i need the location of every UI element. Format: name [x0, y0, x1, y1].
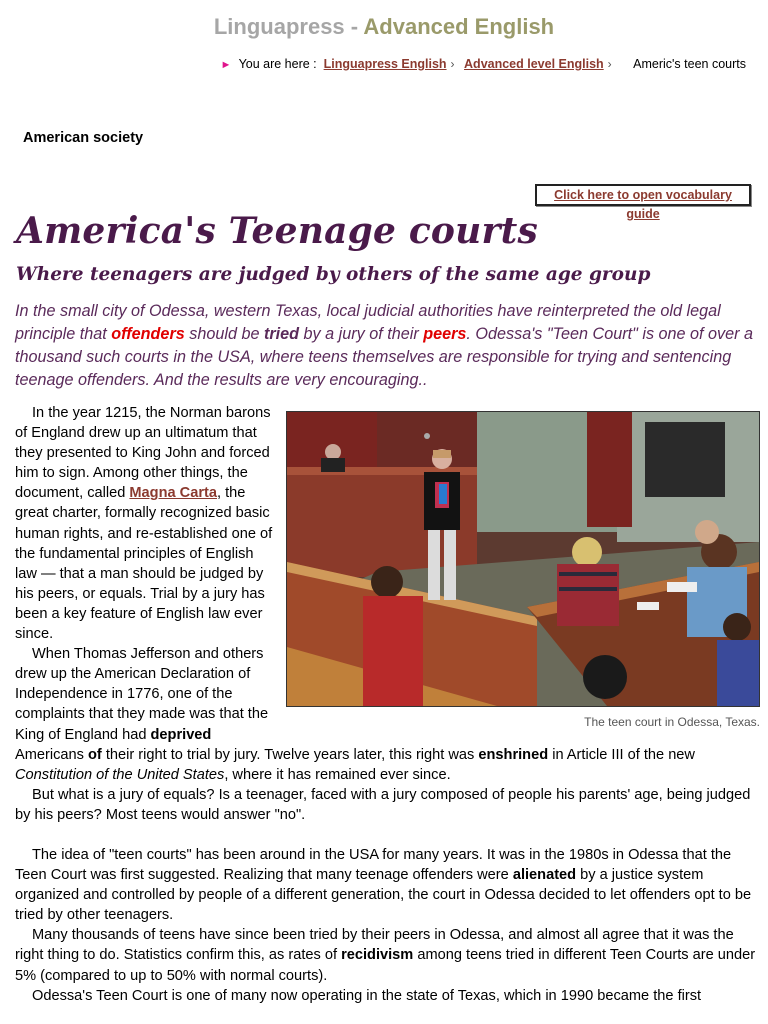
site-title-section: Advanced English — [363, 14, 555, 39]
breadcrumb — [220, 57, 746, 71]
article-subheadline: Where teenagers are judged by others of the same age group — [16, 264, 651, 285]
article-paragraph: Many thousands of teens have since been tried by their peers in Odessa, and almost all agree that it was the right thing to do. Statistics confirm this, as rates of recidivism among teens tried in different Teen Courts are under 5% (compared to up to 50% with normal courts). — [15, 927, 756, 984]
article-figure — [286, 411, 760, 732]
paragraph-gap — [15, 825, 760, 845]
constitution-title: Constitution of the United States — [15, 766, 225, 783]
breadcrumb-separator: › — [607, 57, 612, 71]
vocab-word-enshrined: enshrined — [478, 746, 549, 763]
keyword-peers: peers — [423, 325, 467, 343]
vocab-word-deprived: deprived — [150, 726, 212, 743]
figure-caption: The teen court in Odessa, Texas. — [584, 715, 760, 729]
article-intro: In the small city of Odessa, western Texas, local judicial authorities have reinterpreted the old legal principle that offenders should be tried by a jury of their peers. Odessa's "Teen Court" is one of over a thousand such courts in the USA, where teens themselves are responsible for trying and sentencing teenage offenders. And the results are very encouraging.. — [15, 302, 754, 389]
article-headline: America's Teenage courts — [16, 210, 538, 252]
breadcrumb-prefix: You are here : — [238, 57, 317, 71]
vocab-word-of: of — [88, 746, 102, 763]
site-title-separator: - — [344, 14, 364, 39]
magna-carta-link[interactable]: Magna Carta — [129, 485, 217, 502]
article-paragraph: The idea of "teen courts" has been around in the USA for many years. It was in the 1980s in Odessa that the Teen Court was first suggested. Realizing that many teenage offenders were alienated by a justice system organized and controlled by people of a different generation, the court in Odessa decided to let offenders opt to be tried by other teenagers. — [15, 846, 752, 924]
teen-court-photo — [286, 411, 760, 707]
site-title-brand: Linguapress — [213, 14, 345, 39]
article-paragraph: But what is a jury of equals? Is a teenager, faced with a jury composed of people his parents' age, being judged by his peers? Most teens would answer "no". — [15, 786, 751, 823]
article-paragraph: Odessa's Teen Court is one of many now operating in the state of Texas, which in 1990 became the first — [32, 987, 702, 1004]
keyword-offenders: offenders — [111, 325, 185, 343]
breadcrumb-current: Americ's teen courts — [633, 57, 746, 71]
breadcrumb-separator: › — [450, 57, 455, 71]
article-paragraph: When Thomas Jefferson and others drew up the American Declaration of Independence in 1776, one of the complaints that they made was that the King of England had deprived Americans of their right to trial by jury. Twelve years later, this right was enshrined in Article III of the new Constitution of the United States, where it has remained ever since. — [15, 646, 695, 783]
breadcrumb-link-advanced-level-english[interactable]: Advanced level English — [464, 57, 604, 71]
article-paragraph: In the year 1215, the Norman barons of England drew up an ultimatum that they presented to King John and forced him to sign. Among other things, the document, called Magna Carta, the great charter, formally recognized basic human rights, and re-established one of the fundamental principles of English law — that a man should be judged by his peers, or equals. Trial by a jury has been a key feature of English law ever since. — [15, 405, 273, 643]
section-label: American society — [23, 130, 144, 146]
breadcrumb-link-linguapress-english[interactable]: Linguapress English — [323, 57, 447, 71]
vocab-word-alienated: alienated — [512, 867, 577, 884]
vocab-word-recidivism: recidivism — [341, 947, 414, 964]
breadcrumb-arrow-icon: ► — [220, 59, 232, 71]
keyword-tried: tried — [263, 325, 300, 343]
site-title — [0, 14, 768, 40]
article-body — [15, 403, 760, 1006]
vocabulary-guide-button[interactable]: Click here to open vocabulary guide — [535, 184, 751, 206]
